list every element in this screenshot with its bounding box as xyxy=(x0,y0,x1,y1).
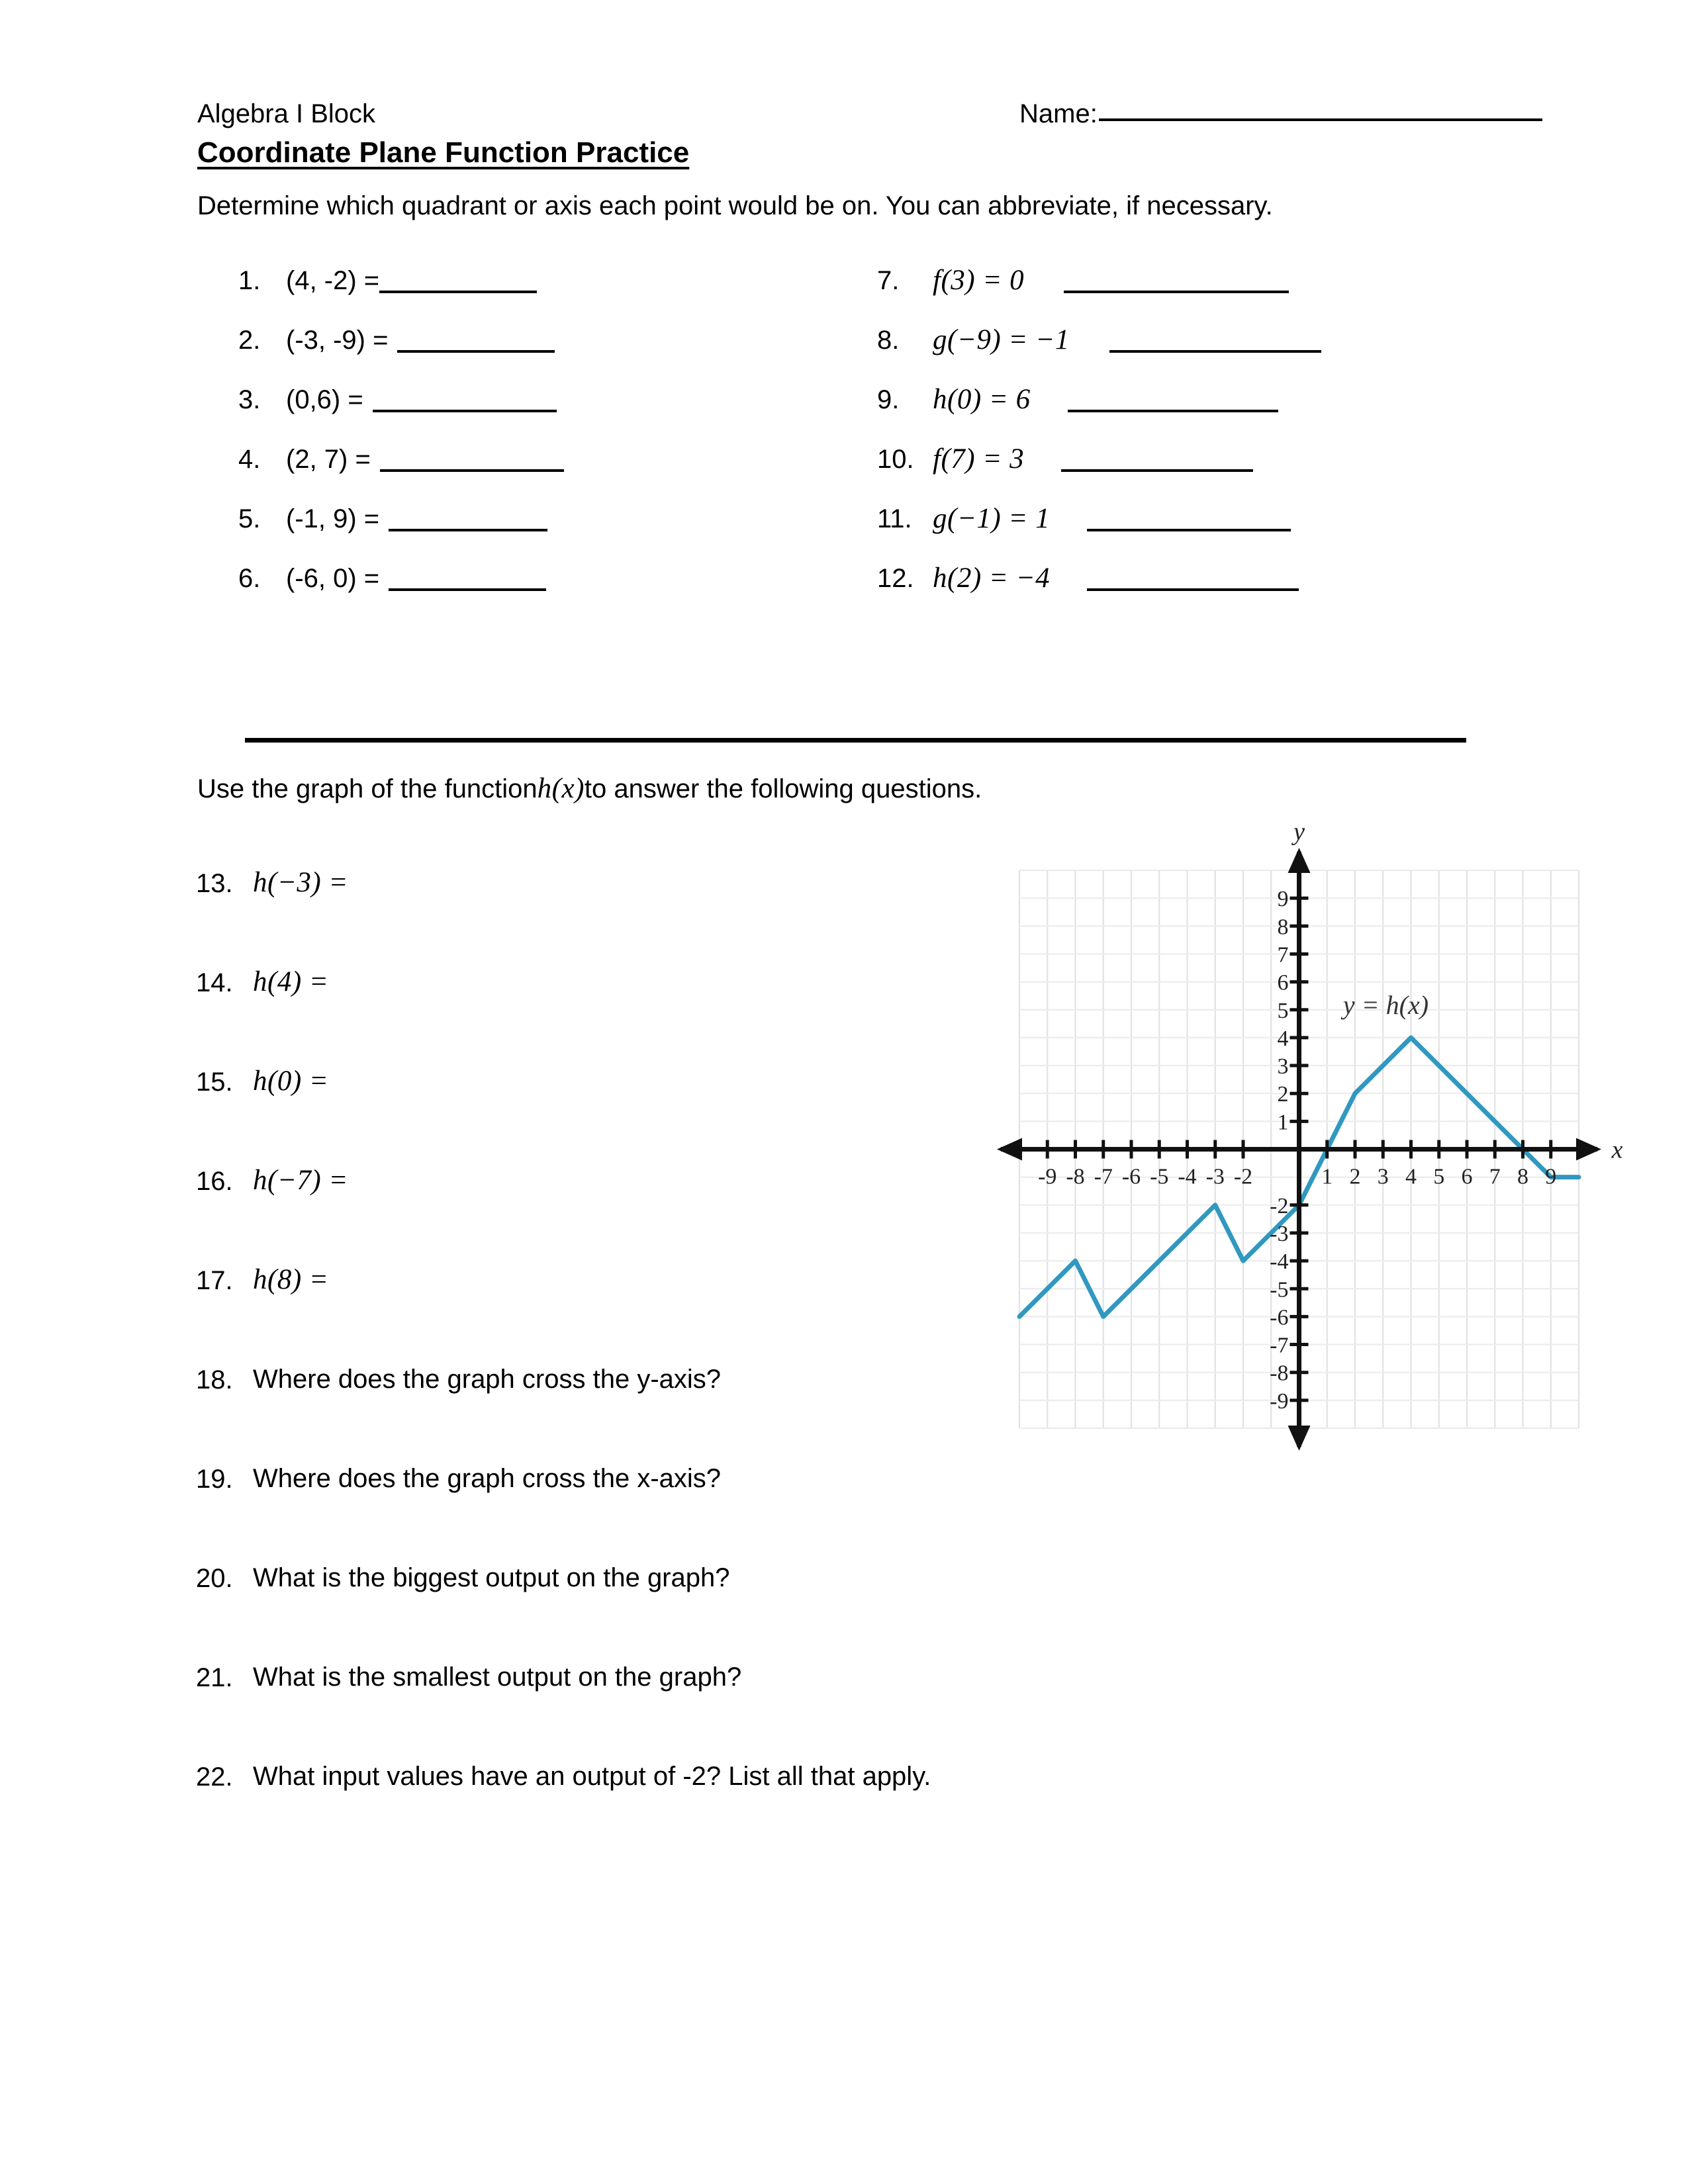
x-axis-label: x xyxy=(1611,1136,1623,1164)
question-expression: f(3) = 0 xyxy=(933,265,1025,296)
question-item xyxy=(196,1661,990,1760)
axes xyxy=(997,848,1601,1451)
y-tick-label: 7 xyxy=(1277,942,1289,968)
question-item xyxy=(196,966,990,1066)
x-tick-label: 9 xyxy=(1545,1164,1557,1189)
question-expression: (4, -2) = xyxy=(286,266,380,295)
question-body xyxy=(286,563,546,594)
y-tick-label: 2 xyxy=(1277,1082,1289,1107)
question-expression: (-6, 0) = xyxy=(286,564,380,593)
y-tick-label: -9 xyxy=(1270,1388,1289,1414)
question-expression: (-1, 9) = xyxy=(286,504,380,533)
x-tick-label: 6 xyxy=(1461,1164,1473,1189)
question-number: 18. xyxy=(196,1365,233,1394)
y-tick-label: -5 xyxy=(1270,1277,1289,1302)
answer-blank[interactable] xyxy=(1109,350,1321,353)
x-tick-label: -8 xyxy=(1066,1164,1085,1189)
function-graph xyxy=(993,813,1623,1438)
y-tick-label: 5 xyxy=(1277,998,1289,1023)
question-text: What is the smallest output on the graph? xyxy=(253,1662,742,1692)
question-number: 11. xyxy=(877,504,912,533)
name-label: Name: xyxy=(1019,99,1098,128)
question-body xyxy=(933,563,1299,594)
question-number: 6. xyxy=(238,564,261,593)
question-expression: (0,6) = xyxy=(286,385,363,414)
question-expression: h(2) = −4 xyxy=(933,563,1051,594)
question-expression: (2, 7) = xyxy=(286,445,371,474)
question-item xyxy=(196,1066,990,1165)
question-number: 13. xyxy=(196,869,233,898)
y-axis-arrow-up xyxy=(1288,848,1311,873)
question-item xyxy=(238,503,834,563)
name-blank-line[interactable] xyxy=(1099,118,1542,121)
x-axis-arrow-left xyxy=(997,1138,1022,1161)
answer-blank[interactable] xyxy=(1064,291,1289,293)
question-number: 7. xyxy=(877,266,900,295)
question-body xyxy=(933,443,1253,475)
graph-instructions-before: Use the graph of the function xyxy=(197,774,538,803)
question-item xyxy=(238,324,834,384)
x-tick-label: -9 xyxy=(1038,1164,1057,1189)
question-text: Where does the graph cross the x-axis? xyxy=(253,1464,722,1493)
x-tick-label: -5 xyxy=(1150,1164,1169,1189)
x-tick-label: -7 xyxy=(1094,1164,1113,1189)
y-tick-label: -4 xyxy=(1270,1250,1289,1275)
question-number: 15. xyxy=(196,1068,233,1097)
x-tick-label: 5 xyxy=(1433,1164,1445,1189)
x-axis-arrow-right xyxy=(1576,1138,1601,1161)
question-item xyxy=(196,1463,990,1562)
question-body xyxy=(933,384,1278,416)
answer-blank[interactable] xyxy=(1061,469,1253,472)
question-expression: h(−7) = xyxy=(253,1165,348,1196)
x-tick-label: 1 xyxy=(1321,1164,1333,1189)
question-item xyxy=(196,867,990,966)
graph-instructions-text xyxy=(197,773,982,805)
question-number: 9. xyxy=(877,385,900,414)
question-item xyxy=(877,503,1539,563)
question-number: 20. xyxy=(196,1564,233,1593)
question-expression: h(0) = 6 xyxy=(933,384,1031,415)
y-tick-label: -6 xyxy=(1270,1305,1289,1330)
answer-blank[interactable] xyxy=(389,588,546,591)
question-expression: f(7) = 3 xyxy=(933,443,1025,475)
y-tick-label: 1 xyxy=(1277,1110,1289,1135)
y-tick-label: 9 xyxy=(1277,887,1289,912)
question-expression: (-3, -9) = xyxy=(286,326,389,355)
question-text: Where does the graph cross the y-axis? xyxy=(253,1365,722,1394)
question-body xyxy=(286,324,555,356)
answer-blank[interactable] xyxy=(380,469,564,472)
page-title: Coordinate Plane Function Practice xyxy=(197,136,690,169)
question-item xyxy=(877,265,1539,324)
question-expression: h(0) = xyxy=(253,1066,329,1097)
y-tick-label: 6 xyxy=(1277,970,1289,995)
question-body xyxy=(933,503,1291,535)
question-body xyxy=(286,384,557,416)
question-expression: h(−3) = xyxy=(253,867,348,898)
question-item xyxy=(196,1264,990,1363)
question-item xyxy=(238,443,834,503)
question-item xyxy=(877,563,1539,622)
y-tick-label: 8 xyxy=(1277,915,1289,940)
question-item xyxy=(877,384,1539,443)
graph-instructions-math: h(x) xyxy=(537,773,585,804)
question-expression: g(−1) = 1 xyxy=(933,503,1051,534)
y-tick-label: 4 xyxy=(1277,1026,1289,1051)
y-tick-label: -2 xyxy=(1270,1193,1289,1218)
question-body xyxy=(933,324,1321,356)
question-item xyxy=(877,443,1539,503)
question-number: 5. xyxy=(238,504,261,533)
x-tick-label: -2 xyxy=(1233,1164,1253,1189)
question-item xyxy=(238,265,834,324)
question-item xyxy=(877,324,1539,384)
curve-label: y = h(x) xyxy=(1342,990,1429,1021)
question-number: 21. xyxy=(196,1663,233,1692)
questions-column-left xyxy=(238,265,834,622)
question-item xyxy=(238,384,834,443)
x-tick-label: 4 xyxy=(1405,1164,1417,1189)
x-tick-label: 3 xyxy=(1377,1164,1389,1189)
question-number: 16. xyxy=(196,1167,233,1196)
answer-blank[interactable] xyxy=(379,291,537,293)
course-label: Algebra I Block xyxy=(197,99,376,128)
question-number: 12. xyxy=(877,564,914,593)
question-text: What is the biggest output on the graph? xyxy=(253,1563,730,1592)
question-number: 14. xyxy=(196,968,233,997)
questions-column-right xyxy=(877,265,1539,622)
question-number: 22. xyxy=(196,1762,233,1792)
y-tick-label: 3 xyxy=(1277,1054,1289,1079)
question-body xyxy=(286,503,547,535)
question-item xyxy=(196,1562,990,1661)
question-number: 8. xyxy=(877,326,900,355)
question-number: 1. xyxy=(238,266,261,295)
x-tick-label: 7 xyxy=(1489,1164,1501,1189)
section-divider xyxy=(245,738,1466,743)
instructions-text: Determine which quadrant or axis each point would be on. You can abbreviate, if necessary. xyxy=(197,191,1273,220)
question-number: 4. xyxy=(238,445,261,474)
question-number: 19. xyxy=(196,1465,233,1494)
question-body xyxy=(286,443,564,475)
question-number: 3. xyxy=(238,385,261,414)
question-body xyxy=(286,265,537,296)
y-tick-label: -8 xyxy=(1270,1361,1289,1386)
question-expression: h(8) = xyxy=(253,1264,329,1295)
answer-blank[interactable] xyxy=(373,410,557,412)
y-axis-label: y xyxy=(1293,818,1305,846)
questions-column-graph xyxy=(196,867,990,1860)
question-number: 2. xyxy=(238,326,261,355)
answer-blank[interactable] xyxy=(397,350,555,353)
answer-blank[interactable] xyxy=(1087,529,1291,531)
answer-blank[interactable] xyxy=(1068,410,1278,412)
answer-blank[interactable] xyxy=(1087,588,1299,591)
answer-blank[interactable] xyxy=(389,529,547,531)
question-item xyxy=(196,1363,990,1463)
question-item xyxy=(238,563,834,622)
name-field-row xyxy=(1019,98,1542,130)
question-expression: g(−9) = −1 xyxy=(933,324,1070,355)
question-text: What input values have an output of -2? List all that apply. xyxy=(253,1762,931,1791)
x-tick-label: 8 xyxy=(1517,1164,1528,1189)
x-tick-label: -3 xyxy=(1205,1164,1225,1189)
question-item xyxy=(196,1165,990,1264)
y-axis-arrow-down xyxy=(1288,1426,1311,1451)
question-body xyxy=(933,265,1289,296)
y-tick-label: -7 xyxy=(1270,1333,1289,1358)
question-number: 10. xyxy=(877,445,914,474)
y-tick-label: -3 xyxy=(1270,1221,1289,1246)
graph-instructions-after: to answer the following questions. xyxy=(584,774,982,803)
question-item xyxy=(196,1760,990,1860)
x-tick-label: 2 xyxy=(1349,1164,1361,1189)
question-number: 17. xyxy=(196,1266,233,1295)
x-tick-label: -6 xyxy=(1121,1164,1141,1189)
question-expression: h(4) = xyxy=(253,966,329,997)
x-tick-label: -4 xyxy=(1178,1164,1197,1189)
